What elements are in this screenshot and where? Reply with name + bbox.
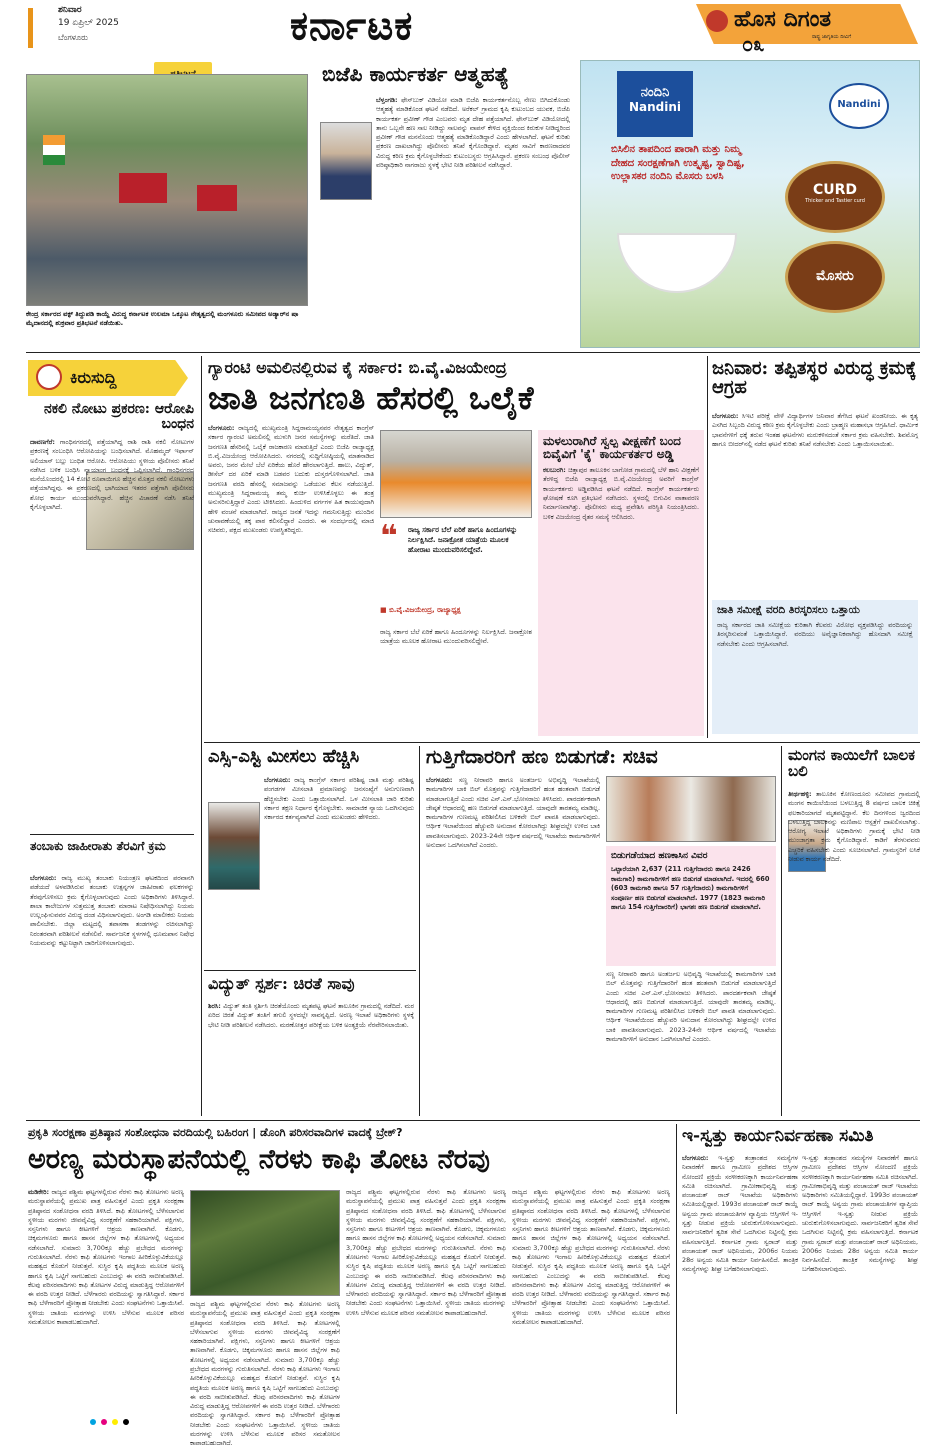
bjp-worker-story xyxy=(316,60,574,350)
nandini-ad-text: ಬಿಸಿಲಿನ ತಾಪದಿಂದ ಪಾರಾಗಿ ಮತ್ತು ನಿಮ್ಮ ದೇಹದ ಸಂರಕ್ಷಣೆಗಾಗಿ ಉತ್ಕೃಷ್ಟ, ಸ್ವಾದಿಷ್ಟ, ಉಲ್ಲಾಸಕರ ನಂದಿನಿ ಮೊಸರು ಬಳಸಿ xyxy=(611,144,745,182)
paper-tagline: ರಾಷ್ಟ್ರ ಜಾಗೃತಿಯ ದೀವಿಗೆ xyxy=(812,34,852,40)
divider xyxy=(676,1124,677,1414)
bjp-worker-text: ಫೇಸ್‌ಬುಕ್ ವಿಡಿಯೋ ಮಾಡಿ ಬಿಜೆಪಿ ಕಾರ್ಯಕರ್ತನೊಬ್ಬ ನೇಣು ಬಿಗಿದುಕೊಂಡು ಆತ್ಮಹತ್ಯೆ ಮಾಡಿಕೊಂಡ ಘಟನೆ ನಡೆದಿದೆ. ಅರೆಕಲ್ ಗ್ರಾಮದ ಕೃಷಿ ಕುಟುಂಬದ ಯುವಕ, ಬಿಜೆಪಿ ಕಾರ್ಯಕರ್ತ ಪ್ರವೀಣ್ ಗೌಡ ಎಂಬವರು ಮೃತ ದೇಹ ಪತ್ತೆಯಾಗಿದೆ. ಫೇಸ್‌ಬುಕ್ ವಿಡಿಯೋದಲ್ಲಿ ತಾನು ಒಬ್ಬನೇ ಹಣ ಸಾಲ ನೀಡಿದ್ದು ಸಾಲವನ್ನು ವಾಪಸ್ ಕೇಳಿದ ವ್ಯಕ್ತಿಯಿಂದ ಕಿರುಕುಳ ನೀಡಿದ್ದರಿಂದ ಪ್ರವೀಣ್ ಗೌಡ ಮನನೊಂದು ಆತ್ಮಹತ್ಯೆ ಮಾಡಿಕೊಂಡಿದ್ದಾರೆ ಎಂದು ಹೇಳಲಾಗಿದೆ. ಘಟನೆ ಕುರಿತು ಪ್ರಕರಣ ದಾಖಲಾಗಿದ್ದು ಪೊಲೀಸರು ತನಿಖೆ ಕೈಗೊಂಡಿದ್ದಾರೆ. ಮೃತರ ಸಾವಿಗೆ ಕಾರಣರಾದವರ ವಿರುದ್ಧ ಕಠಿಣ ಕ್ರಮ ಕೈಗೊಳ್ಳಬೇಕೆಂದು ಕುಟುಂಬಸ್ಥರು ಆಗ್ರಹಿಸಿದ್ದಾರೆ. ಪ್ರಕರಣ ಸಂಬಂಧ ಪೊಲೀಸ್ ವರಿಷ್ಠಾಧಿಕಾರಿ ನಾಗರಾಜು ಸ್ಥಳಕ್ಕೆ ಭೇಟಿ ನೀಡಿ ಪರಿಶೀಲನೆ ನಡೆಸಿದ್ದಾರೆ. xyxy=(376,96,570,169)
eswattu-body-continued: ಇ-ಸ್ವತ್ತು ತಂತ್ರಾಂಶದ ಸಮಸ್ಯೆಗಳ ನಿವಾರಣೆಗೆ ಹಾಗೂ ಗ್ರಾಮೀಣ ಪ್ರದೇಶದ ಆಸ್ತಿಗಳ ನೋಂದಣಿ ಪ್ರಕ್ರಿಯೆ ಸರಳೀಕರಣಕ್ಕಾಗಿ ಕಾರ್ಯನಿರ್ವಹಣಾ ಸಮಿತಿ ರಚಿಸಲಾಗಿದೆ. ಗ್ರಾಮೀಣಾಭಿವೃದ್ಧಿ ಮತ್ತು ಪಂಚಾಯತ್ ರಾಜ್ ಇಲಾಖೆಯ ಅಧಿಕಾರಿಗಳು ಸಮಿತಿಯಲ್ಲಿದ್ದಾರೆ. 1993ರ ಪಂಚಾಯತ್ ರಾಜ್ ಕಾಯ್ದೆ ಅನ್ವಯ ಗ್ರಾಮ ಪಂಚಾಯತಿಗಳ ವ್ಯಾಪ್ತಿಯ ಆಸ್ತಿಗಳಿಗೆ ಇ-ಸ್ವತ್ತು ನೀಡುವ ಪ್ರಕ್ರಿಯೆ ಚುರುಕುಗೊಳಿಸಲಾಗುವುದು. ಸಾರ್ವಜನಿಕರಿಗೆ ತ್ವರಿತ ಸೇವೆ ಒದಗಿಸುವ ನಿಟ್ಟಿನಲ್ಲಿ ಕ್ರಮ ವಹಿಸಲಾಗುತ್ತಿದೆ. ಕರ್ನಾಟಕ ಗ್ರಾಮ ಸ್ವರಾಜ್ ಮತ್ತು ಪಂಚಾಯತ್ ರಾಜ್ ಅಧಿನಿಯಮ, 2006ರ ನಿಯಮ 28ರ ಅನ್ವಯ ಸಮಿತಿ ಕಾರ್ಯ ನಿರ್ವಹಿಸಲಿದೆ. ತಾಂತ್ರಿಕ ಸಮಸ್ಯೆಗಳನ್ನು ಶೀಘ್ರ ಬಗೆಹರಿಸಲಾಗುವುದು. xyxy=(802,1154,918,1274)
lead-body xyxy=(208,424,374,734)
kirusuddi-item1-text: ಗಾಂಧಿನಗರದಲ್ಲಿ ಪತ್ತೆಯಾಗಿದ್ದ ರಾಶಿ ರಾಶಿ ನಕಲಿ ನೋಟುಗಳ ಪ್ರಕರಣಕ್ಕೆ ಸಂಬಂಧಿಸಿ ಆರೋಪಿಯನ್ನು ಬಂಧಿಸಲಾಗಿದೆ. ಮೊಹಮ್ಮದ್ ಇರ್ಫಾನ್ ಅಲಿಯಾಸ್ ಬಬ್ಲು ಬಂಧಿತ ಆರೋಪಿ. ಆರೋಪಿಯು ಸ್ಥಳೀಯ ಪೊಲೀಸರು ತನಿಖೆ ನಡೆಸಿದ ಬಳಿಕ ಬಂಧಿಸಿ ನ್ಯಾಯಾಂಗ ಬಂಧನಕ್ಕೆ ಒಪ್ಪಿಸಲಾಗಿದೆ. ಗಾಂಧಿನಗರದ ಮನೆಯೊಂದರಲ್ಲಿ 14 ಕೋಟಿ ರೂಪಾಯಿಗೂ ಹೆಚ್ಚಿನ ಮೊತ್ತದ ನಕಲಿ ನೋಟುಗಳು ಪತ್ತೆಯಾಗಿದ್ದವು. ಈ ಪ್ರಕರಣದಲ್ಲಿ ಭಾಗಿಯಾದ ಇತರರ ಪತ್ತೆಗಾಗಿ ಪೊಲೀಸರು ಶೋಧ ಕಾರ್ಯ ಮುಂದುವರೆಸಿದ್ದಾರೆ. ಹೆಚ್ಚಿನ ವಿಚಾರಣೆ ನಡೆಸಿ ತನಿಖೆ ಕೈಗೊಳ್ಳಲಾಗಿದೆ. xyxy=(30,438,194,511)
masthead-city: ಬೆಂಗಳೂರು xyxy=(58,33,88,42)
kirusuddi-item1-body xyxy=(30,438,194,828)
protest-block xyxy=(26,58,311,348)
eswattu-body xyxy=(682,1154,798,1410)
forest-text: ರಾಜ್ಯದ ಪಶ್ಚಿಮ ಘಟ್ಟಗಳಲ್ಲಿರುವ ನೆರಳು ಕಾಫಿ ತೋಟಗಳು ಅರಣ್ಯ ಮರುಸ್ಥಾಪನೆಯಲ್ಲಿ ಪ್ರಮುಖ ಪಾತ್ರ ವಹಿಸುತ್ತವೆ ಎಂದು ಪ್ರಕೃತಿ ಸಂರಕ್ಷಣಾ ಪ್ರತಿಷ್ಠಾನದ ಸಂಶೋಧನಾ ವರದಿ ತಿಳಿಸಿದೆ. ಕಾಫಿ ತೋಟಗಳಲ್ಲಿ ಬೆಳೆಸಲಾಗುವ ಸ್ಥಳೀಯ ಮರಗಳು ಜೀವವೈವಿಧ್ಯ ಸಂರಕ್ಷಣೆಗೆ ಸಹಕಾರಿಯಾಗಿವೆ. ಪಕ್ಷಿಗಳು, ಸಸ್ತನಿಗಳು ಹಾಗೂ ಕೀಟಗಳಿಗೆ ಆಶ್ರಯ ತಾಣವಾಗಿವೆ. ಕೊಡಗು, ಚಿಕ್ಕಮಗಳೂರು ಹಾಗೂ ಹಾಸನ ಜಿಲ್ಲೆಗಳ ಕಾಫಿ ತೋಟಗಳಲ್ಲಿ ಅಧ್ಯಯನ ನಡೆಸಲಾಗಿದೆ. ಸುಮಾರು 3,700ಕ್ಕೂ ಹೆಚ್ಚು ಪ್ರಬೇಧದ ಮರಗಳನ್ನು ಗುರುತಿಸಲಾಗಿದೆ. ನೆರಳು ಕಾಫಿ ತೋಟಗಳು ಇಂಗಾಲ ಹೀರಿಕೊಳ್ಳುವಿಕೆಯಲ್ಲೂ ಮಹತ್ವದ ಕೊಡುಗೆ ನೀಡುತ್ತವೆ. ಸುಸ್ಥಿರ ಕೃಷಿ ಪದ್ಧತಿಯ ಮೂಲಕ ಅರಣ್ಯ ಹಾಗೂ ಕೃಷಿ ಒಟ್ಟಿಗೆ ಸಾಗಬಹುದು ಎಂಬುದನ್ನು ಈ ವರದಿ ಸಾಬೀತುಪಡಿಸಿದೆ. ಕೆಲವು ಪರಿಸರವಾದಿಗಳು ಕಾಫಿ ತೋಟಗಳ ವಿರುದ್ಧ ಮಾಡುತ್ತಿದ್ದ ಆರೋಪಗಳಿಗೆ ಈ ವರದಿ ಉತ್ತರ ನೀಡಿದೆ. ಬೆಳೆಗಾರರು ವರದಿಯನ್ನು ಸ್ವಾಗತಿಸಿದ್ದಾರೆ. ಸರ್ಕಾರ ಕಾಫಿ ಬೆಳೆಗಾರರಿಗೆ ಪ್ರೋತ್ಸಾಹ ನೀಡಬೇಕು ಎಂದು ಸಂಘಟನೆಗಳು ಒತ್ತಾಯಿಸಿವೆ. ಸ್ಥಳೀಯ ಜಾತಿಯ ಮರಗಳನ್ನು ಉಳಿಸಿ ಬೆಳೆಸುವ ಮೂಲಕ ಪರಿಸರ ಸಮತೋಲನ ಕಾಪಾಡಬಹುದಾಗಿದೆ. xyxy=(28,1188,184,1326)
nandini-logo-right: Nandini xyxy=(829,83,889,129)
kfd-boy-dateline: ತೀರ್ಥಹಳ್ಳಿ: xyxy=(788,790,812,798)
contractors-story xyxy=(422,746,778,1116)
caste-report-box xyxy=(712,600,918,734)
janivara-headline: ಜನಿವಾರ: ತಪ್ಪಿತಸ್ಥರ ವಿರುದ್ಧ ಕ್ರಮಕ್ಕೆ ಆಗ್ರಹ xyxy=(712,358,917,398)
release-details-text: ಒಟ್ಟಾರೆಯಾಗಿ 2,637 (211 ಗುತ್ತಿಗೆದಾರರು ಹಾಗೂ 2426 ಕಾಮಗಾರಿ) ಕಾಮಗಾರಿಗಳಿಗೆ ಹಣ ಬಿಡುಗಡೆ ಮಾಡಲಾಗಿದೆ. ಇದರಲ್ಲಿ 660 (603 ಕಾಮಗಾರಿ ಹಾಗೂ 57 ಗುತ್ತಿಗೆದಾರರು) ಕಾಮಗಾರಿಗಳಿಗೆ ಸಂಪೂರ್ಣ ಹಣ ಬಿಡುಗಡೆ ಮಾಡಲಾಗಿದೆ. 1977 (1823 ಕಾಮಗಾರಿ ಹಾಗೂ 154 ಗುತ್ತಿಗೆದಾರರಿಗೆ) ಭಾಗಶಃ ಹಣ ಬಿಡುಗಡೆ ಮಾಡಲಾಗಿದೆ. xyxy=(611,865,770,912)
quote-mark-icon: ❝ xyxy=(380,519,398,554)
contractors-headline: ಗುತ್ತಿಗೆದಾರರಿಗೆ ಹಣ ಬಿಡುಗಡೆ: ಸಚಿವ xyxy=(426,746,658,768)
section-title: ಕರ್ನಾಟಕ xyxy=(290,2,414,49)
kirusuddi-column xyxy=(26,356,198,1116)
sun-icon xyxy=(706,10,728,32)
kirusuddi-item2-text: ರಾಜ್ಯ ಮುಖ್ಯ ತಂಬಾಕು ನಿಯಂತ್ರಣ ಘಟಕದಿಂದ ಪರವಾನಗಿ ಪಡೆಯದೆ ಅಳವಡಿಸಿರುವ ತಂಬಾಕು ಉತ್ಪನ್ನಗಳ ಜಾಹೀರಾತು ಫಲಕಗಳನ್ನು ತೆರವುಗೊಳಿಸಲು ಕ್ರಮ ಕೈಗೊಳ್ಳಲಾಗುವುದು ಎಂದು ಅಧಿಕಾರಿಗಳು ತಿಳಿಸಿದ್ದಾರೆ. ಶಾಲಾ ಕಾಲೇಜುಗಳ ಸುತ್ತಮುತ್ತ ತಂಬಾಕು ಮಾರಾಟ ನಿಷೇಧಿಸಲಾಗಿದ್ದು ನಿಯಮ ಉಲ್ಲಂಘಿಸುವವರ ವಿರುದ್ಧ ದಂಡ ವಿಧಿಸಲಾಗುವುದು. ಅಂಗಡಿ ಮಾಲೀಕರು ನಿಯಮ ಪಾಲಿಸಬೇಕು. ಜಿಲ್ಲಾ ಮಟ್ಟದಲ್ಲಿ ತಪಾಸಣಾ ತಂಡಗಳನ್ನು ರಚಿಸಲಾಗಿದ್ದು ನಿರಂತರವಾಗಿ ಪರಿಶೀಲನೆ ನಡೆಸಲಿವೆ. ಸಾರ್ವಜನಿಕ ಸ್ಥಳಗಳಲ್ಲಿ ಧೂಮಪಾನ ನಿಷೇಧ ನಿಯಮವನ್ನು ಕಟ್ಟುನಿಟ್ಟಾಗಿ ಜಾರಿಗೊಳಿಸಲಾಗುವುದು. xyxy=(30,874,194,947)
bjp-obstruction-body xyxy=(543,466,699,522)
divider xyxy=(204,970,416,971)
curd-sub: Thicker and Tastier curd xyxy=(805,198,865,204)
forest-headline: ಅರಣ್ಯ ಮರುಸ್ಥಾಪನೆಯಲ್ಲಿ ನೆರಳು ಕಾಫಿ ತೋಟ ನೆರವು xyxy=(28,1144,490,1175)
janivara-dateline: ಬೆಂಗಳೂರು: xyxy=(712,412,739,420)
bjp-obstruction-headline: ಮಳಲುರಾಗಿರೆ ಸ್ವಲ್ಪ ವೀಕ್ಷಣೆಗೆ ಬಂದ ಬಿವೈವಿಗೆ 'ಕೈ' ಕಾರ್ಯಕರ್ತರ ಅಡ್ಡಿ xyxy=(543,434,681,461)
contractors-text: ಸಣ್ಣ ನೀರಾವರಿ ಹಾಗೂ ಅಂತರ್ಜಲ ಅಭಿವೃದ್ಧಿ ಇಲಾಖೆಯಲ್ಲಿ ಕಾಮಗಾರಿಗಳ ಬಾಕಿ ಬಿಲ್ ಮೊತ್ತವನ್ನು ಗುತ್ತಿಗೆದಾರರಿಗೆ ಹಂತ ಹಂತವಾಗಿ ಬಿಡುಗಡೆ ಮಾಡಲಾಗುತ್ತಿದೆ ಎಂದು ಸಚಿವ ಎನ್.ಎಸ್.ಭೋಸರಾಜು ತಿಳಿಸಿದರು. ಪಾರದರ್ಶಕವಾಗಿ ಜೇಷ್ಠತೆ ಆಧಾರದಲ್ಲಿ ಹಣ ಬಿಡುಗಡೆ ಮಾಡಲಾಗುತ್ತಿದೆ. ಯಾವುದೇ ತಾರತಮ್ಯ ಮಾಡಿಲ್ಲ. ಕಾಮಗಾರಿಗಳ ಗುಣಮಟ್ಟ ಪರಿಶೀಲಿಸಿದ ಬಳಿಕವೇ ಬಿಲ್ ಪಾವತಿ ಮಾಡಲಾಗುವುದು. ಆರ್ಥಿಕ ಇಲಾಖೆಯಿಂದ ಹೆಚ್ಚುವರಿ ಅನುದಾನ ಕೋರಲಾಗಿದ್ದು ಶೀಘ್ರದಲ್ಲೇ ಉಳಿದ ಬಾಕಿ ಪಾವತಿಸಲಾಗುವುದು. 2023-24ನೇ ಆರ್ಥಿಕ ವರ್ಷದಲ್ಲಿ ಇಲಾಖೆಯ ಕಾಮಗಾರಿಗಳಿಗೆ ಅನುದಾನ ಒದಗಿಸಲಾಗಿದೆ ಎಂದರು. xyxy=(426,776,600,849)
curd-label-kn: ಮೊಸರು xyxy=(816,268,854,284)
divider xyxy=(781,746,782,1116)
bjp-worker-dateline: ಬೆಳ್ತಂಗಡಿ: xyxy=(376,96,398,104)
contractors-photo xyxy=(606,776,776,842)
sc-st-dateline: ಬೆಂಗಳೂರು: xyxy=(264,776,291,784)
kfd-boy-body xyxy=(788,790,920,1114)
forest-photo xyxy=(190,1190,340,1296)
sc-st-text: ರಾಜ್ಯ ಕಾಂಗ್ರೆಸ್ ಸರ್ಕಾರ ಪರಿಶಿಷ್ಟ ಜಾತಿ ಮತ್ತು ಪರಿಶಿಷ್ಟ ಪಂಗಡಗಳ ಮೀಸಲಾತಿ ಪ್ರಮಾಣವನ್ನು ಜನಸಂಖ್ಯೆಗೆ ಅನುಗುಣವಾಗಿ ಹೆಚ್ಚಿಸಬೇಕು ಎಂದು ಒತ್ತಾಯಿಸಲಾಗಿದೆ. ಒಳ ಮೀಸಲಾತಿ ಜಾರಿ ಕುರಿತು ಸರ್ಕಾರ ತಕ್ಷಣ ನಿರ್ಧಾರ ಕೈಗೊಳ್ಳಬೇಕು. ಸಾಮಾಜಿಕ ನ್ಯಾಯ ಒದಗಿಸುವುದು ಸರ್ಕಾರದ ಕರ್ತವ್ಯವಾಗಿದೆ ಎಂದು ಮುಖಂಡರು ಹೇಳಿದರು. xyxy=(264,776,414,822)
divider xyxy=(30,834,194,835)
kirusuddi-item2-body xyxy=(30,874,194,1114)
forest-dateline: ಮಡಿಕೇರಿ: xyxy=(28,1188,50,1196)
bjp-obstruction-text: ಚಿತ್ತಾಪುರ ತಾಲೂಕಿನ ಬಾಗೋಡ ಗ್ರಾಮದಲ್ಲಿ ಬೆಳೆ ಹಾನಿ ವೀಕ್ಷಣೆಗೆ ತೆರಳಿದ್ದ ಬಿಜೆಪಿ ರಾಜ್ಯಾಧ್ಯಕ್ಷ ಬಿ.ವೈ.ವಿಜಯೇಂದ್ರ ಅವರಿಗೆ ಕಾಂಗ್ರೆಸ್ ಕಾರ್ಯಕರ್ತರು ಅಡ್ಡಿಪಡಿಸಿದ ಘಟನೆ ನಡೆದಿದೆ. ಕಾಂಗ್ರೆಸ್ ಕಾರ್ಯಕರ್ತರು ಘೋಷಣೆ ಕೂಗಿ ಪ್ರತಿಭಟನೆ ನಡೆಸಿದರು. ಸ್ಥಳದಲ್ಲಿ ಬಿಗುವಿನ ವಾತಾವರಣ ನಿರ್ಮಾಣವಾಗಿತ್ತು. ಪೊಲೀಸರು ಮಧ್ಯ ಪ್ರವೇಶಿಸಿ ಪರಿಸ್ಥಿತಿ ನಿಯಂತ್ರಿಸಿದರು. ಬಳಿಕ ವಿಜಯೇಂದ್ರ ರೈತರ ಸಮಸ್ಯೆ ಆಲಿಸಿದರು. xyxy=(543,466,699,521)
curd-bowl xyxy=(617,233,737,293)
electrocution-dateline: ಶಿರಸಿ: xyxy=(208,1002,221,1010)
divider xyxy=(26,1120,920,1121)
bjp-obstruction-box xyxy=(538,430,704,736)
lead-kicker: ಗ್ಯಾರಂಟಿ ಅಮಲಿನಲ್ಲಿರುವ ಕೈ ಸರ್ಕಾರ: ಬಿ.ವೈ.ವಿಜಯೇಂದ್ರ xyxy=(208,358,507,377)
lead-quote: ರಾಜ್ಯ ಸರ್ಕಾರ ಬೆಲೆ ಏರಿಕೆ ಹಾಗೂ ಹಿಂದೂಗಳನ್ನು ನಿರ್ಲಕ್ಷಿಸಿದೆ. ಜನಾಕ್ರೋಶ ಯಾತ್ರೆಯ ಮೂಲಕ ಹೋರಾಟ ಮುಂದುವರಿಸಲಿದ್ದೇವೆ. xyxy=(408,526,518,554)
contractors-body-continued: ಸಣ್ಣ ನೀರಾವರಿ ಹಾಗೂ ಅಂತರ್ಜಲ ಅಭಿವೃದ್ಧಿ ಇಲಾಖೆಯಲ್ಲಿ ಕಾಮಗಾರಿಗಳ ಬಾಕಿ ಬಿಲ್ ಮೊತ್ತವನ್ನು ಗುತ್ತಿಗೆದಾರರಿಗೆ ಹಂತ ಹಂತವಾಗಿ ಬಿಡುಗಡೆ ಮಾಡಲಾಗುತ್ತಿದೆ ಎಂದು ಸಚಿವ ಎನ್.ಎಸ್.ಭೋಸರಾಜು ತಿಳಿಸಿದರು. ಪಾರದರ್ಶಕವಾಗಿ ಜೇಷ್ಠತೆ ಆಧಾರದಲ್ಲಿ ಹಣ ಬಿಡುಗಡೆ ಮಾಡಲಾಗುತ್ತಿದೆ. ಯಾವುದೇ ತಾರತಮ್ಯ ಮಾಡಿಲ್ಲ. ಕಾಮಗಾರಿಗಳ ಗುಣಮಟ್ಟ ಪರಿಶೀಲಿಸಿದ ಬಳಿಕವೇ ಬಿಲ್ ಪಾವತಿ ಮಾಡಲಾಗುವುದು. ಆರ್ಥಿಕ ಇಲಾಖೆಯಿಂದ ಹೆಚ್ಚುವರಿ ಅನುದಾನ ಕೋರಲಾಗಿದ್ದು ಶೀಘ್ರದಲ್ಲೇ ಉಳಿದ ಬಾಕಿ ಪಾವತಿಸಲಾಗುವುದು. 2023-24ನೇ ಆರ್ಥಿಕ ವರ್ಷದಲ್ಲಿ ಇಲಾಖೆಯ ಕಾಮಗಾರಿಗಳಿಗೆ ಅನುದಾನ ಒದಗಿಸಲಾಗಿದೆ ಎಂದರು. xyxy=(606,970,776,1043)
kfd-boy-story xyxy=(784,746,920,1116)
electrocution-headline: ವಿದ್ಯುತ್ ಸ್ಪರ್ಶ: ಚಿರತೆ ಸಾವು xyxy=(208,974,355,993)
page-number: ೦೩ xyxy=(742,32,765,56)
release-details-box xyxy=(606,846,776,966)
forest-kicker: ಪ್ರಕೃತಿ ಸಂರಕ್ಷಣಾ ಪ್ರತಿಷ್ಠಾನ ಸಂಶೋಧನಾ ವರದಿಯಲ್ಲಿ ಬಹಿರಂಗ | ಡೊಂಗಿ ಪರಿಸರವಾದಿಗಳ ವಾದಕ್ಕೆ ಬ್ರೇಕ್? xyxy=(28,1126,403,1139)
divider xyxy=(707,356,708,738)
caste-report-headline: ಜಾತಿ ಸಮೀಕ್ಷೆ ವರದಿ ತಿರಸ್ಕರಿಸಲು ಒತ್ತಾಯ xyxy=(717,604,860,616)
bjp-worker-body xyxy=(376,96,570,348)
lead-quote-by: ■ ಬಿ.ವೈ.ವಿಜಯೇಂದ್ರ, ರಾಜ್ಯಾಧ್ಯಕ್ಷ xyxy=(380,606,461,614)
nandini-brand-kn: ನಂದಿನಿ xyxy=(640,85,670,100)
protest-flag xyxy=(43,135,65,165)
eswattu-headline: ಇ-ಸ್ವತ್ತು ಕಾರ್ಯನಿರ್ವಹಣಾ ಸಮಿತಿ xyxy=(682,1126,874,1146)
protest-banner xyxy=(119,173,167,203)
janivara-text: ಸಿಇಟಿ ಪರೀಕ್ಷೆ ವೇಳೆ ವಿದ್ಯಾರ್ಥಿಗಳ ಜನಿವಾರ ತೆಗೆಸಿದ ಘಟನೆ ಖಂಡನೀಯ. ಈ ಕೃತ್ಯ ಎಸಗಿದ ಸಿಬ್ಬಂದಿ ವಿರುದ್ಧ ಕಠಿಣ ಕ್ರಮ ಕೈಗೊಳ್ಳಬೇಕು ಎಂದು ಬ್ರಾಹ್ಮಣ ಮಹಾಸಭಾ ಆಗ್ರಹಿಸಿದೆ. ಧಾರ್ಮಿಕ ಭಾವನೆಗಳಿಗೆ ಧಕ್ಕೆ ತರುವ ಇಂತಹ ಘಟನೆಗಳು ಮರುಕಳಿಸದಂತೆ ಸರ್ಕಾರ ಕ್ರಮ ವಹಿಸಬೇಕು. ಶಿವಮೊಗ್ಗ ಹಾಗೂ ಬೀದರ್‌ನಲ್ಲಿ ನಡೆದ ಘಟನೆ ಕುರಿತು ತನಿಖೆ ನಡೆಸಬೇಕು ಎಂದು ಒತ್ತಾಯಿಸಲಾಯಿತು. xyxy=(712,412,918,448)
electrocution-text: ವಿದ್ಯುತ್ ತಂತಿ ಸ್ಪರ್ಶಿಸಿ ಚಿರತೆಯೊಂದು ಮೃತಪಟ್ಟ ಘಟನೆ ತಾಲೂಕಿನ ಗ್ರಾಮದಲ್ಲಿ ನಡೆದಿದೆ. ಮರ ಏರಿದ ಚಿರತೆ ವಿದ್ಯುತ್ ತಂತಿಗೆ ತಗುಲಿ ಸ್ಥಳದಲ್ಲೇ ಸಾವನ್ನಪ್ಪಿದೆ. ಅರಣ್ಯ ಇಲಾಖೆ ಅಧಿಕಾರಿಗಳು ಸ್ಥಳಕ್ಕೆ ಭೇಟಿ ನೀಡಿ ಪರಿಶೀಲನೆ ನಡೆಸಿದರು. ಮರಣೋತ್ತರ ಪರೀಕ್ಷೆಯ ಬಳಿಕ ಅಂತ್ಯಕ್ರಿಯೆ ನೆರವೇರಿಸಲಾಯಿತು. xyxy=(208,1002,414,1029)
lead-quote-author: ಬಿ.ವೈ.ವಿಜಯೇಂದ್ರ, ರಾಜ್ಯಾಧ್ಯಕ್ಷ xyxy=(389,606,461,614)
lead-dateline: ಬೆಂಗಳೂರು: xyxy=(208,424,235,432)
lead-photo xyxy=(380,430,532,518)
divider xyxy=(419,746,420,1116)
forest-story xyxy=(26,1124,672,1448)
bjp-obstruction-dateline: ಕಲಬುರಗಿ: xyxy=(543,466,566,475)
nandini-logo-left xyxy=(617,71,693,137)
kirusuddi-item1-headline: ನಕಲಿ ನೋಟು ಪ್ರಕರಣ: ಆರೋಪಿ ಬಂಧನ xyxy=(43,401,194,432)
masthead-day: ಶನಿವಾರ xyxy=(58,5,82,15)
curd-pack-1 xyxy=(785,161,885,233)
masthead-left-bar xyxy=(28,8,33,48)
masthead xyxy=(0,0,945,62)
kfd-boy-text: ತಾಲೂಕಿನ ಕೋಣಂದೂರು ಸಮೀಪದ ಗ್ರಾಮದಲ್ಲಿ ಮಂಗನ ಕಾಯಿಲೆಯಿಂದ ಬಳಲುತ್ತಿದ್ದ 8 ವರ್ಷದ ಬಾಲಕ ಚಿಕಿತ್ಸೆ ಫಲಕಾರಿಯಾಗದೆ ಮೃತಪಟ್ಟಿದ್ದಾನೆ. ಕೆಲ ದಿನಗಳಿಂದ ಜ್ವರದಿಂದ ಬಳಲುತ್ತಿದ್ದ ಬಾಲಕನನ್ನು ಮಣಿಪಾಲ ಆಸ್ಪತ್ರೆಗೆ ದಾಖಲಿಸಲಾಗಿತ್ತು. ಆರೋಗ್ಯ ಇಲಾಖೆ ಅಧಿಕಾರಿಗಳು ಗ್ರಾಮಕ್ಕೆ ಭೇಟಿ ನೀಡಿ ಮುಂಜಾಗ್ರತಾ ಕ್ರಮ ಕೈಗೊಂಡಿದ್ದಾರೆ. ಕಾಡಿಗೆ ತೆರಳುವವರು ಎಚ್ಚರಿಕೆ ವಹಿಸಬೇಕು ಎಂದು ಸೂಚಿಸಲಾಗಿದೆ. ಗ್ರಾಮಸ್ಥರಿಗೆ ಲಸಿಕೆ ನೀಡುವ ಕಾರ್ಯ ನಡೆದಿದೆ. xyxy=(788,790,920,863)
nandini-ad[interactable] xyxy=(580,60,920,348)
forest-body-col4: ರಾಜ್ಯದ ಪಶ್ಚಿಮ ಘಟ್ಟಗಳಲ್ಲಿರುವ ನೆರಳು ಕಾಫಿ ತೋಟಗಳು ಅರಣ್ಯ ಮರುಸ್ಥಾಪನೆಯಲ್ಲಿ ಪ್ರಮುಖ ಪಾತ್ರ ವಹಿಸುತ್ತವೆ ಎಂದು ಪ್ರಕೃತಿ ಸಂರಕ್ಷಣಾ ಪ್ರತಿಷ್ಠಾನದ ಸಂಶೋಧನಾ ವರದಿ ತಿಳಿಸಿದೆ. ಕಾಫಿ ತೋಟಗಳಲ್ಲಿ ಬೆಳೆಸಲಾಗುವ ಸ್ಥಳೀಯ ಮರಗಳು ಜೀವವೈವಿಧ್ಯ ಸಂರಕ್ಷಣೆಗೆ ಸಹಕಾರಿಯಾಗಿವೆ. ಪಕ್ಷಿಗಳು, ಸಸ್ತನಿಗಳು ಹಾಗೂ ಕೀಟಗಳಿಗೆ ಆಶ್ರಯ ತಾಣವಾಗಿವೆ. ಕೊಡಗು, ಚಿಕ್ಕಮಗಳೂರು ಹಾಗೂ ಹಾಸನ ಜಿಲ್ಲೆಗಳ ಕಾಫಿ ತೋಟಗಳಲ್ಲಿ ಅಧ್ಯಯನ ನಡೆಸಲಾಗಿದೆ. ಸುಮಾರು 3,700ಕ್ಕೂ ಹೆಚ್ಚು ಪ್ರಬೇಧದ ಮರಗಳನ್ನು ಗುರುತಿಸಲಾಗಿದೆ. ನೆರಳು ಕಾಫಿ ತೋಟಗಳು ಇಂಗಾಲ ಹೀರಿಕೊಳ್ಳುವಿಕೆಯಲ್ಲೂ ಮಹತ್ವದ ಕೊಡುಗೆ ನೀಡುತ್ತವೆ. ಸುಸ್ಥಿರ ಕೃಷಿ ಪದ್ಧತಿಯ ಮೂಲಕ ಅರಣ್ಯ ಹಾಗೂ ಕೃಷಿ ಒಟ್ಟಿಗೆ ಸಾಗಬಹುದು ಎಂಬುದನ್ನು ಈ ವರದಿ ಸಾಬೀತುಪಡಿಸಿದೆ. ಕೆಲವು ಪರಿಸರವಾದಿಗಳು ಕಾಫಿ ತೋಟಗಳ ವಿರುದ್ಧ ಮಾಡುತ್ತಿದ್ದ ಆರೋಪಗಳಿಗೆ ಈ ವರದಿ ಉತ್ತರ ನೀಡಿದೆ. ಬೆಳೆಗಾರರು ವರದಿಯನ್ನು ಸ್ವಾಗತಿಸಿದ್ದಾರೆ. ಸರ್ಕಾರ ಕಾಫಿ ಬೆಳೆಗಾರರಿಗೆ ಪ್ರೋತ್ಸಾಹ ನೀಡಬೇಕು ಎಂದು ಸಂಘಟನೆಗಳು ಒತ್ತಾಯಿಸಿವೆ. ಸ್ಥಳೀಯ ಜಾತಿಯ ಮರಗಳನ್ನು ಉಳಿಸಿ ಬೆಳೆಸುವ ಮೂಲಕ ಪರಿಸರ ಸಮತೋಲನ ಕಾಪಾಡಬಹುದಾಗಿದೆ. xyxy=(512,1188,670,1326)
electrocution-story xyxy=(204,974,416,1116)
janivara-story xyxy=(710,356,920,738)
sc-st-body xyxy=(264,776,414,966)
lead-body-continued: ರಾಜ್ಯ ಸರ್ಕಾರ ಬೆಲೆ ಏರಿಕೆ ಹಾಗೂ ಹಿಂದೂಗಳನ್ನು ನಿರ್ಲಕ್ಷಿಸಿದೆ. ಜನಾಕ್ರೋಶ ಯಾತ್ರೆಯ ಮೂಲಕ ಹೋರಾಟ ಮುಂದುವರಿಸಲಿದ್ದೇವೆ. xyxy=(380,628,532,646)
contractors-dateline: ಬೆಂಗಳೂರು: xyxy=(426,776,453,784)
lead-text: ರಾಜ್ಯದಲ್ಲಿ ಮುಖ್ಯಮಂತ್ರಿ ಸಿದ್ದರಾಮಯ್ಯನವರ ನೇತೃತ್ವದ ಕಾಂಗ್ರೆಸ್ ಸರ್ಕಾರ ಗ್ಯಾರಂಟಿ ಅಮಲಿನಲ್ಲಿ ಮುಳುಗಿ ಜನರ ಸಮಸ್ಯೆಗಳನ್ನು ಮರೆತಿದೆ. ಜಾತಿ ಜನಗಣತಿ ಹೆಸರಿನಲ್ಲಿ ಒಲೈಕೆ ರಾಜಕಾರಣ ಮಾಡುತ್ತಿದೆ ಎಂದು ಬಿಜೆಪಿ ರಾಜ್ಯಾಧ್ಯಕ್ಷ ಬಿ.ವೈ.ವಿಜಯೇಂದ್ರ ಆರೋಪಿಸಿದರು. ನಗರದಲ್ಲಿ ಸುದ್ದಿಗೋಷ್ಠಿಯಲ್ಲಿ ಮಾತನಾಡಿದ ಅವರು, ಜನರ ಮೇಲೆ ಬೆಲೆ ಏರಿಕೆಯ ಹೊರೆ ಹೇರಲಾಗುತ್ತಿದೆ. ಹಾಲು, ವಿದ್ಯುತ್, ಡೀಸೆಲ್ ದರ ಏರಿಕೆ ಮಾಡಿ ಬಡವರ ಬದುಕು ದುಸ್ತರಗೊಳಿಸಲಾಗಿದೆ. ಜಾತಿ ಜನಗಣತಿ ವರದಿ ಹೆಸರಲ್ಲಿ ಸಮಾಜವನ್ನು ಒಡೆಯುವ ಕೆಲಸ ನಡೆಯುತ್ತಿದೆ. ಮುಖ್ಯಮಂತ್ರಿ ಸಿದ್ದರಾಮಯ್ಯ ತಮ್ಮ ಕುರ್ಚಿ ಉಳಿಸಿಕೊಳ್ಳಲು ಈ ತಂತ್ರ ಅನುಸರಿಸುತ್ತಿದ್ದಾರೆ ಎಂದು ಟೀಕಿಸಿದರು. ಹಿಂದುಳಿದ ವರ್ಗಗಳ ಹಿತ ಕಾಯುವುದಾಗಿ ಹೇಳಿ ವಂಚನೆ ಮಾಡಲಾಗಿದೆ. ರಾಜ್ಯದ ಜನತೆ ಇದನ್ನು ಗಮನಿಸುತ್ತಿದ್ದು ಮುಂದಿನ ಚುನಾವಣೆಯಲ್ಲಿ ತಕ್ಕ ಪಾಠ ಕಲಿಸಲಿದ್ದಾರೆ ಎಂದರು. ಈ ಸಂದರ್ಭದಲ್ಲಿ ಮಾಜಿ ಸಚಿವರು, ಪಕ್ಷದ ಮುಖಂಡರು ಉಪಸ್ಥಿತರಿದ್ದರು. xyxy=(208,424,374,535)
curd-pack-2 xyxy=(785,241,885,313)
protest-photo xyxy=(26,74,308,306)
registration-marks xyxy=(90,1410,130,1416)
curd-label: CURD xyxy=(812,182,858,198)
lead-quote-box xyxy=(380,519,532,626)
sc-st-photo xyxy=(208,802,260,890)
kirusuddi-label: ಕಿರುಸುದ್ದಿ xyxy=(70,368,117,387)
divider xyxy=(26,352,920,353)
kirusuddi-item2-dateline: ಬೆಂಗಳೂರು: xyxy=(30,874,57,882)
hand-icon xyxy=(36,364,62,390)
caste-report-body: ರಾಜ್ಯ ಸರ್ಕಾರದ ಜಾತಿ ಸಮೀಕ್ಷೆಯ ಕುರಿತಾಗಿ ಕೆಲವರು ವಿರೋಧ ವ್ಯಕ್ತಪಡಿಸಿದ್ದು ವರದಿಯನ್ನು ತಿರಸ್ಕರಿಸುವಂತೆ ಒತ್ತಾಯಿಸಿದ್ದಾರೆ. ವರದಿಯು ಅವೈಜ್ಞಾನಿಕವಾಗಿದ್ದು ಹೊಸದಾಗಿ ಸಮೀಕ್ಷೆ ನಡೆಸಬೇಕು ಎಂದು ಆಗ್ರಹಿಸಲಾಗಿದೆ. xyxy=(717,621,913,648)
forest-body-col2: ರಾಜ್ಯದ ಪಶ್ಚಿಮ ಘಟ್ಟಗಳಲ್ಲಿರುವ ನೆರಳು ಕಾಫಿ ತೋಟಗಳು ಅರಣ್ಯ ಮರುಸ್ಥಾಪನೆಯಲ್ಲಿ ಪ್ರಮುಖ ಪಾತ್ರ ವಹಿಸುತ್ತವೆ ಎಂದು ಪ್ರಕೃತಿ ಸಂರಕ್ಷಣಾ ಪ್ರತಿಷ್ಠಾನದ ಸಂಶೋಧನಾ ವರದಿ ತಿಳಿಸಿದೆ. ಕಾಫಿ ತೋಟಗಳಲ್ಲಿ ಬೆಳೆಸಲಾಗುವ ಸ್ಥಳೀಯ ಮರಗಳು ಜೀವವೈವಿಧ್ಯ ಸಂರಕ್ಷಣೆಗೆ ಸಹಕಾರಿಯಾಗಿವೆ. ಪಕ್ಷಿಗಳು, ಸಸ್ತನಿಗಳು ಹಾಗೂ ಕೀಟಗಳಿಗೆ ಆಶ್ರಯ ತಾಣವಾಗಿವೆ. ಕೊಡಗು, ಚಿಕ್ಕಮಗಳೂರು ಹಾಗೂ ಹಾಸನ ಜಿಲ್ಲೆಗಳ ಕಾಫಿ ತೋಟಗಳಲ್ಲಿ ಅಧ್ಯಯನ ನಡೆಸಲಾಗಿದೆ. ಸುಮಾರು 3,700ಕ್ಕೂ ಹೆಚ್ಚು ಪ್ರಬೇಧದ ಮರಗಳನ್ನು ಗುರುತಿಸಲಾಗಿದೆ. ನೆರಳು ಕಾಫಿ ತೋಟಗಳು ಇಂಗಾಲ ಹೀರಿಕೊಳ್ಳುವಿಕೆಯಲ್ಲೂ ಮಹತ್ವದ ಕೊಡುಗೆ ನೀಡುತ್ತವೆ. ಸುಸ್ಥಿರ ಕೃಷಿ ಪದ್ಧತಿಯ ಮೂಲಕ ಅರಣ್ಯ ಹಾಗೂ ಕೃಷಿ ಒಟ್ಟಿಗೆ ಸಾಗಬಹುದು ಎಂಬುದನ್ನು ಈ ವರದಿ ಸಾಬೀತುಪಡಿಸಿದೆ. ಕೆಲವು ಪರಿಸರವಾದಿಗಳು ಕಾಫಿ ತೋಟಗಳ ವಿರುದ್ಧ ಮಾಡುತ್ತಿದ್ದ ಆರೋಪಗಳಿಗೆ ಈ ವರದಿ ಉತ್ತರ ನೀಡಿದೆ. ಬೆಳೆಗಾರರು ವರದಿಯನ್ನು ಸ್ವಾಗತಿಸಿದ್ದಾರೆ. ಸರ್ಕಾರ ಕಾಫಿ ಬೆಳೆಗಾರರಿಗೆ ಪ್ರೋತ್ಸಾಹ ನೀಡಬೇಕು ಎಂದು ಸಂಘಟನೆಗಳು ಒತ್ತಾಯಿಸಿವೆ. ಸ್ಥಳೀಯ ಜಾತಿಯ ಮರಗಳನ್ನು ಉಳಿಸಿ ಬೆಳೆಸುವ ಮೂಲಕ ಪರಿಸರ ಸಮತೋಲನ ಕಾಪಾಡಬಹುದಾಗಿದೆ. xyxy=(190,1300,340,1448)
nandini-brand-en: Nandini xyxy=(628,100,682,114)
divider xyxy=(201,356,202,1116)
lead-headline: ಜಾತಿ ಜನಗಣತಿ ಹೆಸರಲ್ಲಿ ಒಲೈಕೆ xyxy=(208,379,534,417)
bjp-worker-headline: ಬಿಜೆಪಿ ಕಾರ್ಯಕರ್ತ ಆತ್ಮಹತ್ಯೆ xyxy=(322,62,509,86)
protest-banner xyxy=(197,185,237,211)
sc-st-story xyxy=(204,746,416,968)
contractors-body xyxy=(426,776,600,1114)
kirusuddi-item2-headline: ತಂಬಾಕು ಜಾಹೀರಾತು ತೆರವಿಗೆ ಕ್ರಮ xyxy=(30,839,166,853)
release-details-title: ಬಿಡುಗಡೆಯಾದ ಹಣಕಾಸಿನ ವಿವರ xyxy=(611,851,708,861)
paper-name: ಹೊಸ ದಿಗಂತ xyxy=(734,6,832,32)
kfd-boy-headline: ಮಂಗನ ಕಾಯಿಲೆಗೆ ಬಾಲಕ ಬಲಿ xyxy=(788,746,916,780)
masthead-date: 19 ಏಪ್ರಿಲ್ 2025 xyxy=(58,18,119,28)
kirusuddi-item1-dateline: ದಾವಣಗೆರೆ: xyxy=(30,438,55,446)
eswattu-story xyxy=(680,1124,920,1414)
janivara-body xyxy=(712,412,918,592)
lead-story xyxy=(204,356,704,738)
eswattu-dateline: ಬೆಂಗಳೂರು: xyxy=(682,1154,709,1162)
forest-body-col1 xyxy=(28,1188,184,1410)
bjp-worker-photo xyxy=(320,122,372,200)
divider xyxy=(204,742,920,743)
sc-st-headline: ಎಸ್ಸಿ-ಎಸ್ಟಿ ಮೀಸಲು ಹೆಚ್ಚಿಸಿ xyxy=(208,746,360,767)
forest-body-col3: ರಾಜ್ಯದ ಪಶ್ಚಿಮ ಘಟ್ಟಗಳಲ್ಲಿರುವ ನೆರಳು ಕಾಫಿ ತೋಟಗಳು ಅರಣ್ಯ ಮರುಸ್ಥಾಪನೆಯಲ್ಲಿ ಪ್ರಮುಖ ಪಾತ್ರ ವಹಿಸುತ್ತವೆ ಎಂದು ಪ್ರಕೃತಿ ಸಂರಕ್ಷಣಾ ಪ್ರತಿಷ್ಠಾನದ ಸಂಶೋಧನಾ ವರದಿ ತಿಳಿಸಿದೆ. ಕಾಫಿ ತೋಟಗಳಲ್ಲಿ ಬೆಳೆಸಲಾಗುವ ಸ್ಥಳೀಯ ಮರಗಳು ಜೀವವೈವಿಧ್ಯ ಸಂರಕ್ಷಣೆಗೆ ಸಹಕಾರಿಯಾಗಿವೆ. ಪಕ್ಷಿಗಳು, ಸಸ್ತನಿಗಳು ಹಾಗೂ ಕೀಟಗಳಿಗೆ ಆಶ್ರಯ ತಾಣವಾಗಿವೆ. ಕೊಡಗು, ಚಿಕ್ಕಮಗಳೂರು ಹಾಗೂ ಹಾಸನ ಜಿಲ್ಲೆಗಳ ಕಾಫಿ ತೋಟಗಳಲ್ಲಿ ಅಧ್ಯಯನ ನಡೆಸಲಾಗಿದೆ. ಸುಮಾರು 3,700ಕ್ಕೂ ಹೆಚ್ಚು ಪ್ರಬೇಧದ ಮರಗಳನ್ನು ಗುರುತಿಸಲಾಗಿದೆ. ನೆರಳು ಕಾಫಿ ತೋಟಗಳು ಇಂಗಾಲ ಹೀರಿಕೊಳ್ಳುವಿಕೆಯಲ್ಲೂ ಮಹತ್ವದ ಕೊಡುಗೆ ನೀಡುತ್ತವೆ. ಸುಸ್ಥಿರ ಕೃಷಿ ಪದ್ಧತಿಯ ಮೂಲಕ ಅರಣ್ಯ ಹಾಗೂ ಕೃಷಿ ಒಟ್ಟಿಗೆ ಸಾಗಬಹುದು ಎಂಬುದನ್ನು ಈ ವರದಿ ಸಾಬೀತುಪಡಿಸಿದೆ. ಕೆಲವು ಪರಿಸರವಾದಿಗಳು ಕಾಫಿ ತೋಟಗಳ ವಿರುದ್ಧ ಮಾಡುತ್ತಿದ್ದ ಆರೋಪಗಳಿಗೆ ಈ ವರದಿ ಉತ್ತರ ನೀಡಿದೆ. ಬೆಳೆಗಾರರು ವರದಿಯನ್ನು ಸ್ವಾಗತಿಸಿದ್ದಾರೆ. ಸರ್ಕಾರ ಕಾಫಿ ಬೆಳೆಗಾರರಿಗೆ ಪ್ರೋತ್ಸಾಹ ನೀಡಬೇಕು ಎಂದು ಸಂಘಟನೆಗಳು ಒತ್ತಾಯಿಸಿವೆ. ಸ್ಥಳೀಯ ಜಾತಿಯ ಮರಗಳನ್ನು ಉಳಿಸಿ ಬೆಳೆಸುವ ಮೂಲಕ ಪರಿಸರ ಸಮತೋಲನ ಕಾಪಾಡಬಹುದಾಗಿದೆ. xyxy=(346,1188,506,1317)
electrocution-body xyxy=(208,1002,414,1114)
eswattu-text: ಇ-ಸ್ವತ್ತು ತಂತ್ರಾಂಶದ ಸಮಸ್ಯೆಗಳ ನಿವಾರಣೆಗೆ ಹಾಗೂ ಗ್ರಾಮೀಣ ಪ್ರದೇಶದ ಆಸ್ತಿಗಳ ನೋಂದಣಿ ಪ್ರಕ್ರಿಯೆ ಸರಳೀಕರಣಕ್ಕಾಗಿ ಕಾರ್ಯನಿರ್ವಹಣಾ ಸಮಿತಿ ರಚಿಸಲಾಗಿದೆ. ಗ್ರಾಮೀಣಾಭಿವೃದ್ಧಿ ಮತ್ತು ಪಂಚಾಯತ್ ರಾಜ್ ಇಲಾಖೆಯ ಅಧಿಕಾರಿಗಳು ಸಮಿತಿಯಲ್ಲಿದ್ದಾರೆ. 1993ರ ಪಂಚಾಯತ್ ರಾಜ್ ಕಾಯ್ದೆ ಅನ್ವಯ ಗ್ರಾಮ ಪಂಚಾಯತಿಗಳ ವ್ಯಾಪ್ತಿಯ ಆಸ್ತಿಗಳಿಗೆ ಇ-ಸ್ವತ್ತು ನೀಡುವ ಪ್ರಕ್ರಿಯೆ ಚುರುಕುಗೊಳಿಸಲಾಗುವುದು. ಸಾರ್ವಜನಿಕರಿಗೆ ತ್ವರಿತ ಸೇವೆ ಒದಗಿಸುವ ನಿಟ್ಟಿನಲ್ಲಿ ಕ್ರಮ ವಹಿಸಲಾಗುತ್ತಿದೆ. ಕರ್ನಾಟಕ ಗ್ರಾಮ ಸ್ವರಾಜ್ ಮತ್ತು ಪಂಚಾಯತ್ ರಾಜ್ ಅಧಿನಿಯಮ, 2006ರ ನಿಯಮ 28ರ ಅನ್ವಯ ಸಮಿತಿ ಕಾರ್ಯ ನಿರ್ವಹಿಸಲಿದೆ. ತಾಂತ್ರಿಕ ಸಮಸ್ಯೆಗಳನ್ನು ಶೀಘ್ರ ಬಗೆಹರಿಸಲಾಗುವುದು. xyxy=(682,1154,798,1274)
protest-caption: ಕೇಂದ್ರ ಸರ್ಕಾರದ ವಕ್ಫ್ ತಿದ್ದುಪಡಿ ಕಾಯ್ದೆ ವಿರುದ್ಧ ಕರ್ನಾಟಕ ಉಲಮಾ ಒಕ್ಕೂಟ ನೇತೃತ್ವದಲ್ಲಿ ಮಂಗಳೂರು ಸಮೀಪದ ಅಡ್ಯಾರ್‌ನ ಷಾ ಮೈದಾನದಲ್ಲಿ ಶುಕ್ರವಾರ ಪ್ರತಿಭಟನೆ ನಡೆಯಿತು. xyxy=(26,310,299,327)
